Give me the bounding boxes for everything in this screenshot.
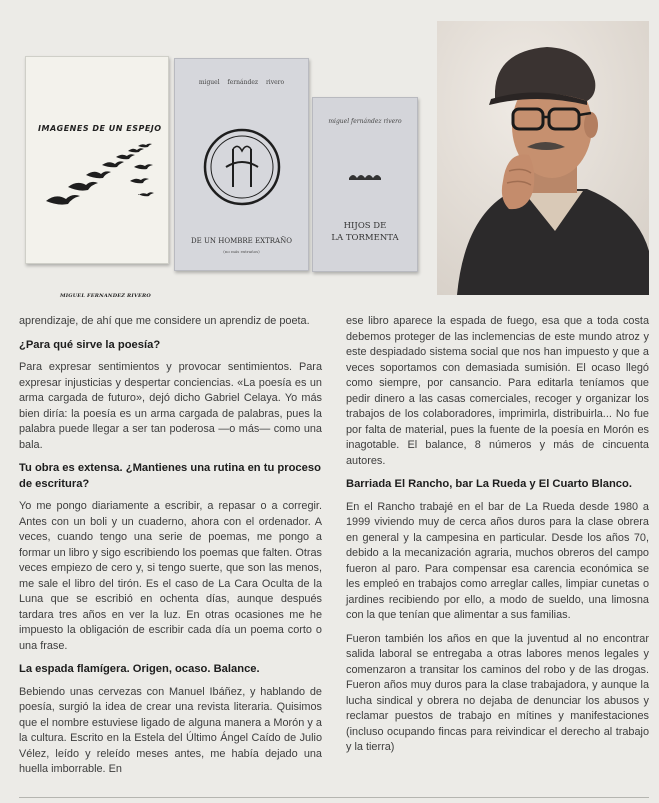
book-author: MIGUEL FERNANDEZ RIVERO (60, 293, 151, 299)
question-heading: Barriada El Rancho, bar La Rueda y El Cuarto Blanco. (346, 478, 632, 490)
book-title-line2: LA TORMENTA (331, 233, 399, 243)
paragraph: Para expresar sentimientos y provocar sentimientos. Para expresar injusticias y despertar conciencias. «La poesía es un arma cargada de futuro», dejó dicho Gabriel Celaya. Yo más bien diría: la poesía es un arma cargada de palabras, pues la palabra puede llegar a ser tan poderosa —o más— como una bala. (19, 361, 322, 451)
book-title: IMAGENES DE UN ESPEJO (38, 124, 162, 133)
paragraph: Fueron también los años en que la juventud al no encontrar salida laboral se entregaba a otras labores menos legales y comenzaron a transitar los caminos del robo y de las drogas. Fueron años muy duros para la clase trabajadora, y aunque la lucha sindical y obrera no dejaba de denunciar los abusos y reclamar puestos de trabajo en mítines y manifestaciones (incluso ocupando fincas para reivindicar el derecho al trabajo y la tierra) (346, 632, 649, 753)
book-author: miguel fernández rivero (198, 79, 285, 86)
book-author: miguel fernández rivero (328, 118, 402, 125)
question-heading: ¿Para qué sirve la poesía? (19, 338, 161, 351)
book-cover-hijos-de-la-tormenta (312, 97, 418, 272)
circle-monogram-logo (202, 127, 282, 207)
book-subtitle: (no más extraños) (223, 249, 260, 254)
paragraph: aprendizaje, de ahí que me considere un aprendiz de poeta. (19, 315, 310, 327)
book-title-line1: HIJOS DE (343, 221, 387, 231)
question-heading: La espada flamígera. Origen, ocaso. Balance. (19, 663, 260, 675)
question-heading: Tu obra es extensa. ¿Mantienes una rutina en tu proceso de escritura? (19, 462, 321, 490)
paragraph: En el Rancho trabajé en el bar de La Rueda desde 1980 a 1999 viviendo muy de cerca años duros para la clase obrera en general y la campesina en particular. Desde los años 70, debido a la mecanización agraria, muchos obreros del campo fueron al paro. Para compensar esa carencia económica se les empleó en trabajos como arreglar calles, limpiar cunetas o jardines recibiendo por ello, a modo de sueldo, una limosna con la que tenían que alimentar a sus familias. (346, 500, 649, 621)
book-title (313, 220, 417, 244)
flying-birds-illustration (38, 143, 158, 293)
article-left-column (19, 314, 322, 786)
paragraph: Bebiendo unas cervezas con Manuel Ibáñez, y hablando de poesía, surgió la idea de crear una revista literaria. Quisimos que el nombre estuviese ligado de alguna manera a Morón y a la cultura. Escrito en la Estela del Último Ángel Caído de Julio Vélez, leído y releído meses antes, me había dejado una huella imborrable. En (19, 685, 322, 775)
book-title: DE UN HOMBRE EXTRAÑO (191, 237, 292, 245)
paragraph: Yo me pongo diariamente a escribir, a repasar o a corregir. Antes con un boli y un cuaderno, ahora con el ordenador. A veces, cuando tengo una serie de poemas, me pongo a formar un libro y sigo escribiendo los poemas que falten. Otras veces empiezo de cero y, si tengo suerte, que son las menos, me sale el libro del tirón. Es el caso de La Cara Oculta de la Luna que se escribió en ochenta días, aunque después tardara tres años en ver la luz. En otras ocasiones me he impuesto la obligación de escribir cada día un poema corto o una frase. (19, 500, 322, 652)
author-portrait-photo (437, 21, 649, 295)
article-right-column (346, 314, 649, 764)
paragraph: ese libro aparece la espada de fuego, esa que a toda costa debemos proteger de las inclemencias de este mundo atroz y este despiadado sistema social que nos han impuesto y que a veces soportamos con demasiada sumisión. El ocaso llegó como siempre, por cansancio. Para editarla teníamos que pedir dinero a las casas comerciales, recoger y organizar los trabajos de los colaboradores, imprimirla, distribuirla... No fue por falta de material, pues la fuente de la poesía en Morón es inagotable. El balance, 8 números y más de cincuenta autores. (346, 315, 649, 467)
ornament-icon (348, 170, 382, 182)
book-cover-de-un-hombre-extrano (174, 58, 309, 271)
portrait-illustration (437, 21, 649, 295)
bottom-divider (19, 797, 649, 798)
book-cover-imagenes-de-un-espejo (25, 56, 169, 299)
